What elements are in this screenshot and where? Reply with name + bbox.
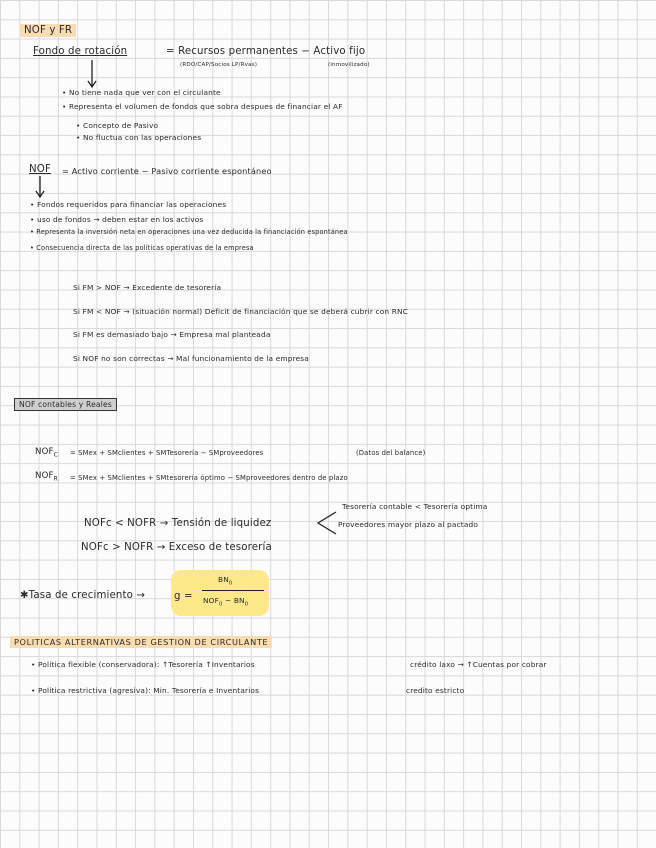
exceso: NOFc > NOFR → Exceso de tesorería: [81, 542, 272, 553]
tension-a: Tesorería contable < Tesorería optima: [342, 502, 488, 511]
nof-case: Si NOF no son correctas → Mal funcionamiento de la empresa: [73, 354, 309, 363]
nof-bullet: • uso de fondos → deben estar en los activos: [30, 215, 204, 224]
nofr-formula: = SMex + SMclientes + SMtesorería óptimo − SMproveedores dentro de plazo: [70, 474, 348, 482]
fr-bullet: • No tiene nada que ver con el circulante: [62, 88, 221, 97]
policy-flexible: • Política flexible (conservadora): ↑Tesorería ↑Inventarios: [31, 660, 255, 669]
policy-restrictive: • Política restrictiva (agresiva): Min. Tesorería e Inventarios: [31, 686, 260, 695]
growth-g: g =: [174, 591, 193, 602]
nofc-formula: = SMex + SMclientes + SMTesorería − SMproveedores: [70, 449, 264, 457]
policy-flexible-credit: crédito laxo → ↑Cuentas por cobrar: [410, 660, 547, 669]
contables-box: NOF contables y Reales: [14, 398, 117, 411]
fr-bullet: • Concepto de Pasivo: [76, 121, 159, 130]
brace-icon: [312, 510, 338, 536]
page-title: NOF y FR: [20, 24, 76, 37]
fr-bullet: • No fluctua con las operaciones: [76, 133, 202, 142]
nof-case: Si FM es demasiado bajo → Empresa mal planteada: [73, 330, 271, 339]
nofr-label: $NOF_R$: [35, 471, 58, 483]
fr-sub-right: (inmovilizado): [328, 62, 370, 68]
fr-label: Fondo de rotación: [33, 46, 128, 57]
nof-case: Si FM < NOF → (situación normal) Deficit de financiación que se deberá cubrir con RNC: [73, 307, 409, 316]
growth-label: ✱Tasa de crecimiento →: [20, 590, 146, 601]
nof-case: Si FM > NOF → Excedente de tesorería: [73, 283, 222, 292]
nofc-note: (Datos del balance): [356, 449, 426, 457]
fr-sub-left: (RDO/CAP/Socios LP/Rvas): [180, 62, 258, 68]
nof-bullet: • Representa la inversión neta en operaciones una vez deducida la financiación espontánea: [30, 228, 348, 236]
nof-formula: = Activo corriente − Pasivo corriente espontáneo: [62, 166, 272, 176]
tension-b: Proveedores mayor plazo al pactado: [338, 520, 479, 529]
policy-restrictive-credit: credito estricto: [406, 686, 465, 695]
nof-bullet: • Consecuencia directa de las políticas operativas de la empresa: [30, 244, 254, 252]
fraction-bar: [202, 590, 264, 591]
policies-heading: POLITICAS ALTERNATIVAS DE GESTION DE CIRCULANTE: [10, 636, 272, 648]
tension: NOFc < NOFR → Tensión de liquidez: [84, 518, 272, 529]
nof-bullet: • Fondos requeridos para financiar las operaciones: [30, 200, 227, 209]
nof-label: NOF: [29, 164, 51, 175]
nof-arrow-icon: [30, 176, 50, 202]
nofc-label: $NOF_C$: [35, 447, 58, 459]
growth-numerator: $BN_0$: [218, 575, 233, 587]
growth-denominator: $NOF_0 - BN_0$: [203, 596, 249, 608]
fr-bullet: • Representa el volumen de fondos que sobra despues de financiar el AF: [62, 102, 343, 111]
fr-formula: = Recursos permanentes − Activo fijo: [166, 46, 366, 57]
